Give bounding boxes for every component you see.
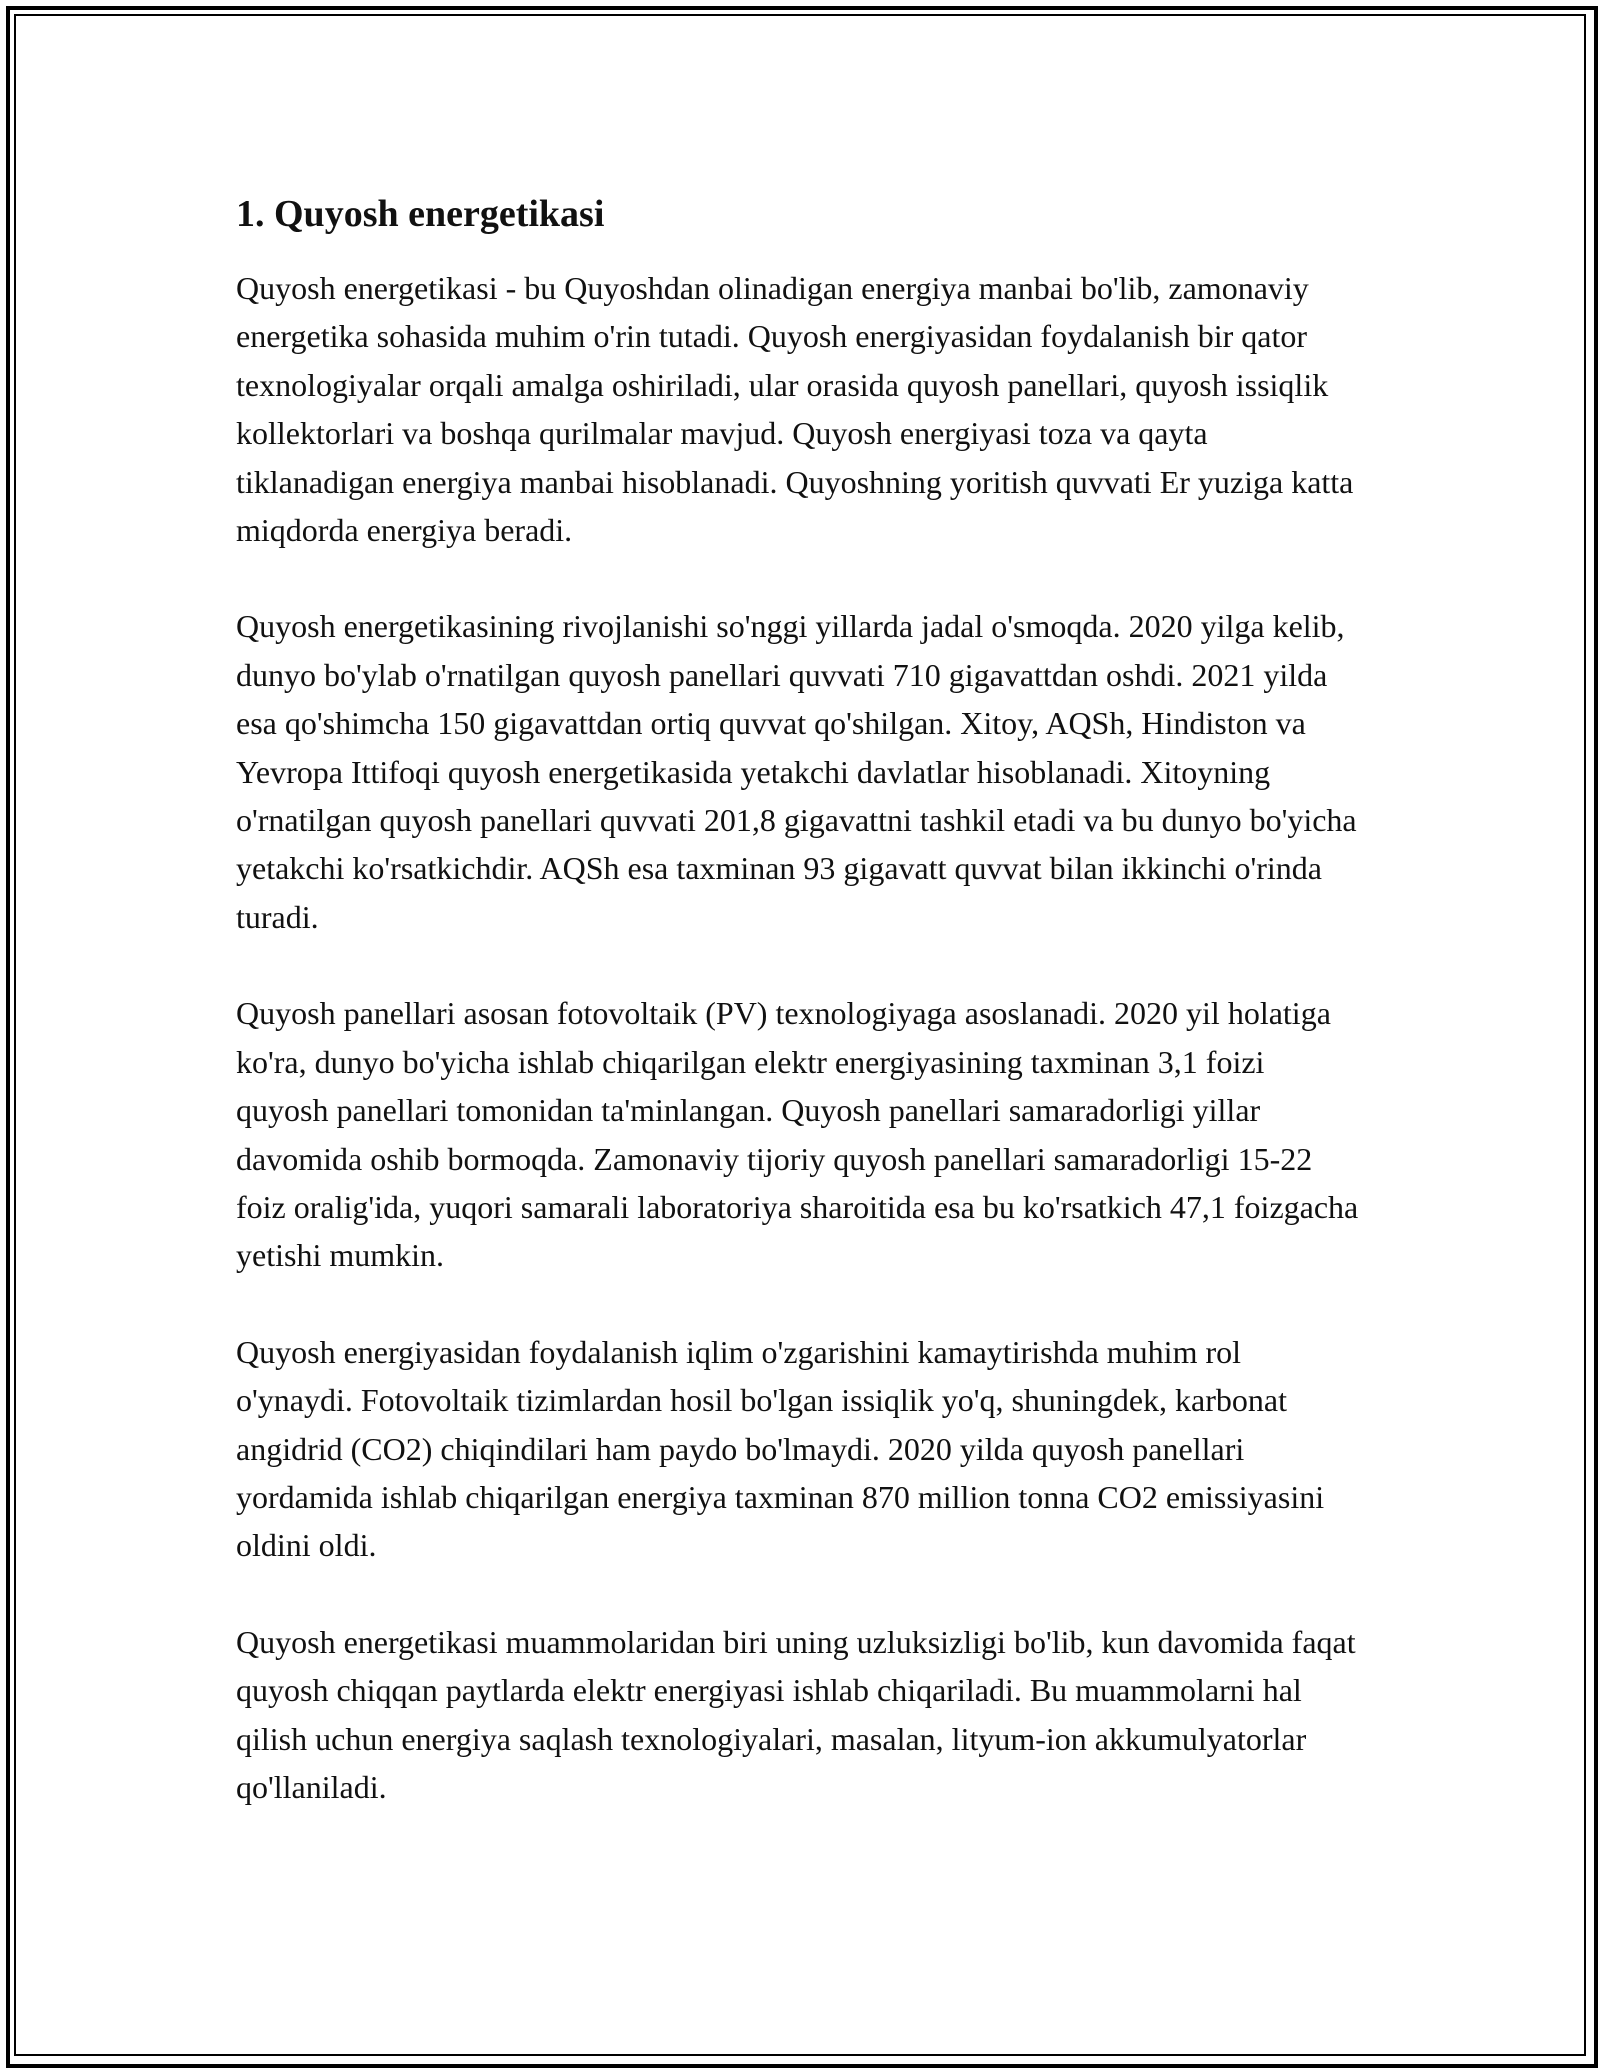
paragraph-4: Quyosh energiyasidan foydalanish iqlim o'zgarishini kamaytirishda muhim rol o'ynaydi. Fotovoltaik tizimlardan hosil bo'lgan issiqlik yo'q, shuningdek, karbonat angidrid (CO2) chiqindilari ham paydo bo'lmaydi. 2020 yilda quyosh panellari yordamida ishlab chiqarilgan energiya taxminan 870 million tonna CO2 emissiyasini oldini oldi. (236, 1333, 1325, 1564)
section-heading: 1. Quyosh energetikasi (236, 193, 605, 235)
paragraph-1: Quyosh energetikasi - bu Quyoshdan olinadigan energiya manbai bo'lib, zamonaviy energetika sohasida muhim o'rin tutadi. Quyosh energiyasidan foydalanish bir qator texnologiyalar orqali amalga oshiriladi, ular orasida quyosh panellari, quyosh issiqlik kollektorlari va boshqa qurilmalar mavjud. Quyosh energiyasi toza va qayta tiklanadigan energiya manbai hisoblanadi. Quyoshning yoritish quvvati Er yuziga katta miqdorda energiya beradi. (236, 270, 1354, 549)
paragraph-5: Quyosh energetikasi muammolaridan biri uning uzluksizligi bo'lib, kun davomida faqat quyosh chiqqan paytlarda elektr energiyasi ishlab chiqariladi. Bu muammolarni hal qilish uchun energiya saqlash texnologiyalari, masalan, lityum-ion akkumulyatorlar qo'llaniladi. (236, 1623, 1356, 1805)
document-body (236, 186, 1364, 1859)
paragraph-3: Quyosh panellari asosan fotovoltaik (PV) texnologiyaga asoslanadi. 2020 yil holatiga ko'ra, dunyo bo'yicha ishlab chiqarilgan elektr energiyasining taxminan 3,1 foizi quyosh panellari tomonidan ta'minlangan. Quyosh panellari samaradorligi yillar davomida oshib bormoqda. Zamonaviy tijoriy quyosh panellari samaradorligi 15-22 foiz oralig'ida, yuqori samarali laboratoriya sharoitida esa bu ko'rsatkich 47,1 foizgacha yetishi mumkin. (236, 995, 1359, 1274)
paragraph-2: Quyosh energetikasining rivojlanishi so'nggi yillarda jadal o'smoqda. 2020 yilga kelib, dunyo bo'ylab o'rnatilgan quyosh panellari quvvati 710 gigavattdan oshdi. 2021 yilda esa qo'shimcha 150 gigavattdan ortiq quvvat qo'shilgan. Xitoy, AQSh, Hindiston va Yevropa Ittifoqi quyosh energetikasida yetakchi davlatlar hisoblanadi. Xitoyning o'rnatilgan quyosh panellari quvvati 201,8 gigavattni tashkil etadi va bu dunyo bo'yicha yetakchi ko'rsatkichdir. AQSh esa taxminan 93 gigavatt quvvat bilan ikkinchi o'rinda turadi. (236, 608, 1357, 935)
